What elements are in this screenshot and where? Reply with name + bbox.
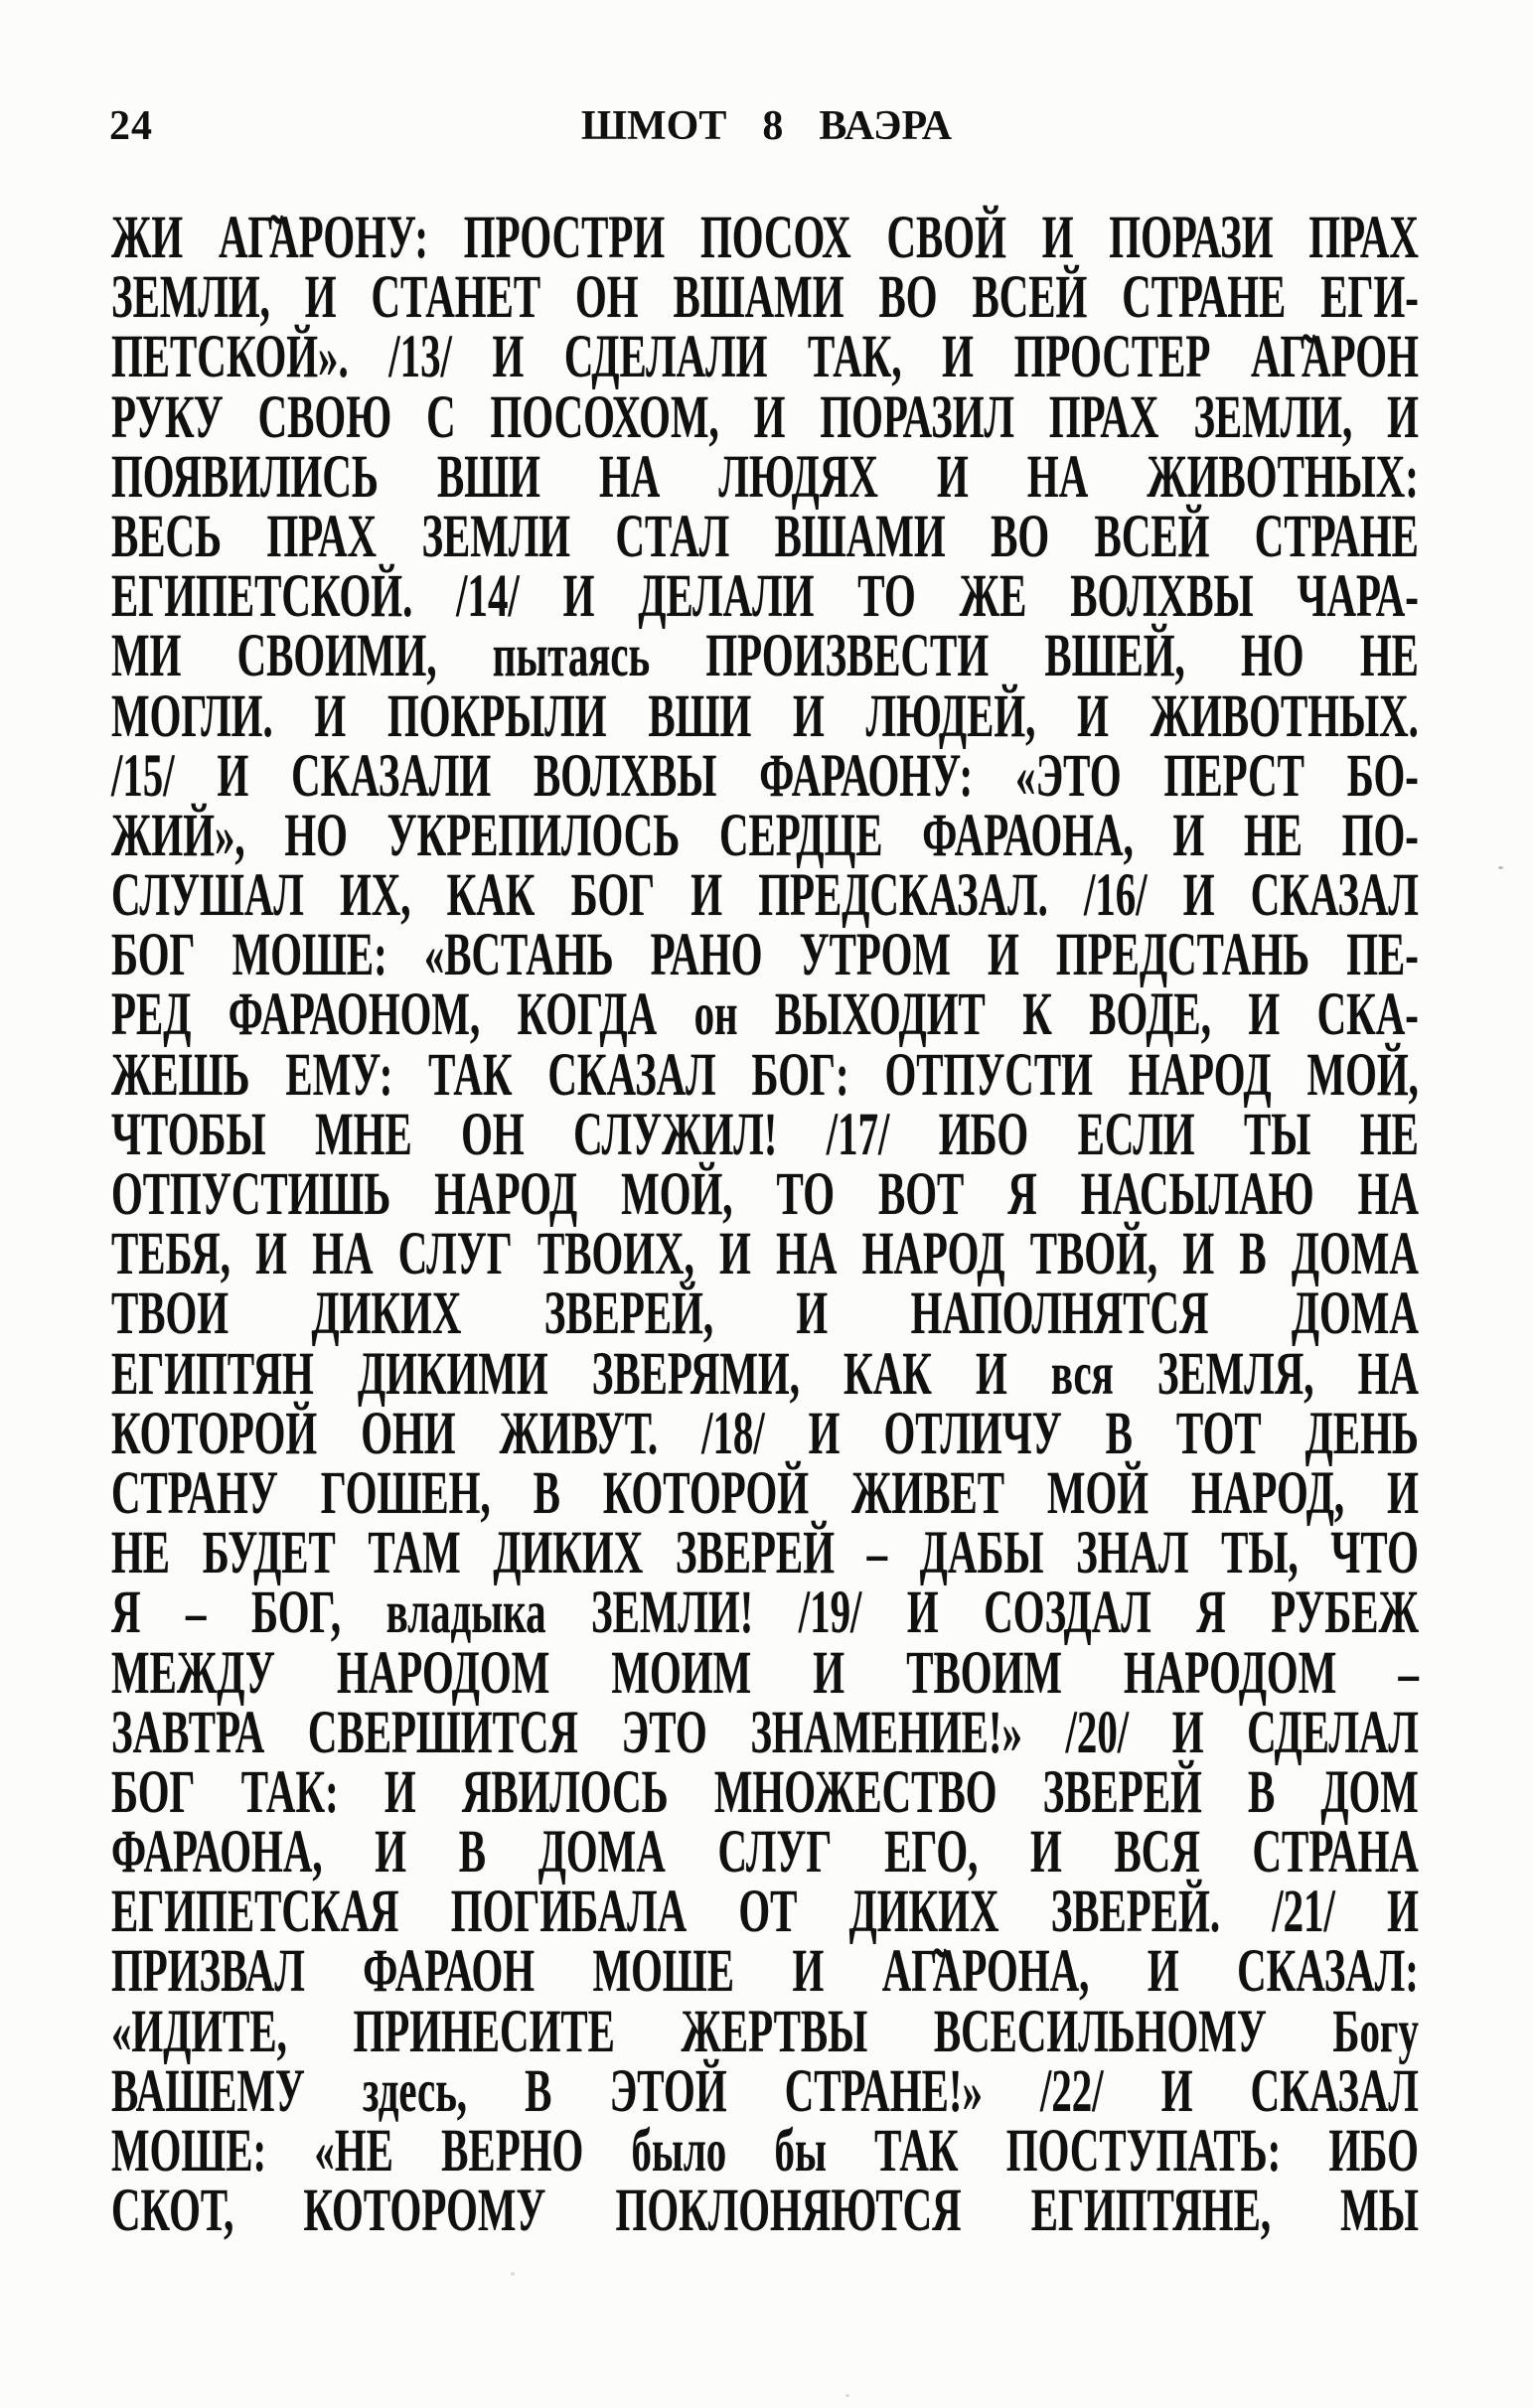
text-line: ЗЕМЛИ, И СТАНЕТ ОН ВШАМИ ВО ВСЕЙ СТРАНЕ ЕГИ- <box>111 264 1419 332</box>
text-line: МИ СВОИМИ, пытаясь ПРОИЗВЕСТИ ВШЕЙ, НО НЕ <box>111 623 1419 690</box>
running-head <box>109 105 1424 151</box>
book-title: ШМОТ <box>580 103 727 149</box>
text-line: ПОЯВИЛИСЬ ВШИ НА ЛЮДЯХ И НА ЖИВОТНЫХ: <box>111 443 1419 511</box>
text-line: ТВОИ ДИКИХ ЗВЕРЕЙ, И НАПОЛНЯТСЯ ДОМА <box>111 1280 1419 1348</box>
chapter-number: 8 <box>762 103 784 149</box>
text-line: ЖЕШЬ ЕМУ: ТАК СКАЗАЛ БОГ: ОТПУСТИ НАРОД МОЙ, <box>111 1041 1419 1109</box>
body-text <box>111 205 1533 2245</box>
text-line: ЧТОБЫ МНЕ ОН СЛУЖИЛ! /17/ ИБО ЕСЛИ ТЫ НЕ <box>111 1101 1419 1168</box>
text-line: ЖИЙ», НО УКРЕПИЛОСЬ СЕРДЦЕ ФАРАОНА, И НЕ ПО- <box>111 802 1419 869</box>
text-line: СКОТ, КОТОРОМУ ПОКЛОНЯЮТСЯ ЕГИПТЯНЕ, МЫ <box>111 2178 1419 2245</box>
text-line: ВЕСЬ ПРАХ ЗЕМЛИ СТАЛ ВШАМИ ВО ВСЕЙ СТРАНЕ <box>111 503 1419 570</box>
running-head-title <box>109 105 1424 147</box>
scan-speck <box>1498 866 1503 869</box>
text-line: БОГ ТАК: И ЯВИЛОСЬ МНОЖЕСТВО ЗВЕРЕЙ В ДОМ <box>111 1758 1419 1826</box>
scan-speck <box>511 2272 515 2276</box>
text-line: ПЕТСКОЙ». /13/ И СДЕЛАЛИ ТАК, И ПРОСТЕР АГ̃АРОН <box>111 324 1419 391</box>
text-line: ЕГИПТЯН ДИКИМИ ЗВЕРЯМИ, КАК И вся ЗЕМЛЯ, НА <box>111 1340 1419 1408</box>
text-line: РУКУ СВОЮ С ПОСОХОМ, И ПОРАЗИЛ ПРАХ ЗЕМЛИ, И <box>111 383 1419 451</box>
text-line: Я – БОГ, владыка ЗЕМЛИ! /19/ И СОЗДАЛ Я РУБЕЖ <box>111 1580 1419 1647</box>
text-line: /15/ И СКАЗАЛИ ВОЛХВЫ ФАРАОНУ: «ЭТО ПЕРСТ БО- <box>111 742 1419 810</box>
text-line: НЕ БУДЕТ ТАМ ДИКИХ ЗВЕРЕЙ – ДАБЫ ЗНАЛ ТЫ, ЧТО <box>111 1520 1419 1587</box>
text-line: МОШЕ: «НЕ ВЕРНО было бы ТАК ПОСТУПАТЬ: ИБО <box>111 2118 1419 2184</box>
text-line: МЕЖДУ НАРОДОМ МОИМ И ТВОИМ НАРОДОМ – <box>111 1639 1419 1707</box>
text-line: МОГЛИ. И ПОКРЫЛИ ВШИ И ЛЮДЕЙ, И ЖИВОТНЫХ. <box>111 682 1419 750</box>
page-number: 24 <box>109 103 153 149</box>
text-line: БОГ МОШЕ: «ВСТАНЬ РАНО УТРОМ И ПРЕДСТАНЬ ПЕ- <box>111 922 1419 989</box>
text-line: ОТПУСТИШЬ НАРОД МОЙ, ТО ВОТ Я НАСЫЛАЮ НА <box>111 1161 1419 1228</box>
text-line: «ИДИТЕ, ПРИНЕСИТЕ ЖЕРТВЫ ВСЕСИЛЬНОМУ Богу <box>111 1998 1419 2065</box>
text-line: РЕД ФАРАОНОМ, КОГДА он ВЫХОДИТ К ВОДЕ, И СКА- <box>111 981 1419 1049</box>
text-line: ФАРАОНА, И В ДОМА СЛУГ ЕГО, И ВСЯ СТРАНА <box>111 1819 1419 1886</box>
text-line: ВАШЕМУ здесь, В ЭТОЙ СТРАНЕ!» /22/ И СКАЗАЛ <box>111 2057 1419 2125</box>
parsha-title: ВАЭРА <box>819 103 953 149</box>
text-line: ЗАВТРА СВЕРШИТСЯ ЭТО ЗНАМЕНИЕ!» /20/ И СДЕЛАЛ <box>111 1699 1419 1766</box>
text-line: СЛУШАЛ ИХ, КАК БОГ И ПРЕДСКАЗАЛ. /16/ И СКАЗАЛ <box>111 862 1419 930</box>
text-line: КОТОРОЙ ОНИ ЖИВУТ. /18/ И ОТЛИЧУ В ТОТ ДЕНЬ <box>111 1400 1419 1467</box>
text-line: СТРАНУ ГОШЕН, В КОТОРОЙ ЖИВЕТ МОЙ НАРОД, И <box>111 1459 1419 1527</box>
scan-speck <box>845 2394 849 2397</box>
text-line: ЕГИПЕТСКОЙ. /14/ И ДЕЛАЛИ ТО ЖЕ ВОЛХВЫ ЧАРА- <box>111 563 1419 631</box>
text-line: ЖИ АГ̃АРОНУ: ПРОСТРИ ПОСОХ СВОЙ И ПОРАЗИ ПРАХ <box>111 205 1419 271</box>
text-line: ЕГИПЕТСКАЯ ПОГИБАЛА ОТ ДИКИХ ЗВЕРЕЙ. /21/ И <box>111 1879 1419 1946</box>
text-line: ПРИЗВАЛ ФАРАОН МОШЕ И АГ̃АРОНА, И СКАЗАЛ: <box>111 1938 1419 2006</box>
text-line: ТЕБЯ, И НА СЛУГ ТВОИХ, И НА НАРОД ТВОЙ, И В ДОМА <box>111 1221 1419 1288</box>
